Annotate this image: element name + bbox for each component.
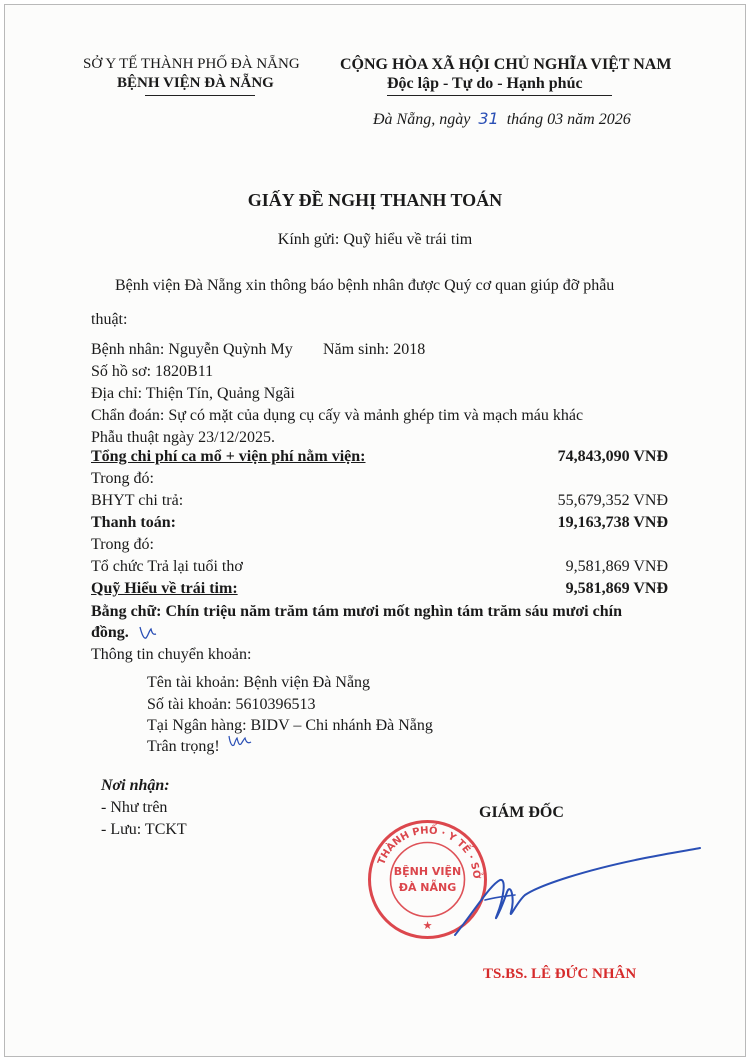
closing-line: Trân trọng! (147, 738, 220, 755)
seal-star-icon: ★ (422, 919, 433, 932)
director-signature (445, 840, 705, 950)
bank-name: Tại Ngân hàng: BIDV – Chi nhánh Đà Nẵng (147, 717, 433, 734)
date-prefix: Đà Nẵng, ngày (373, 111, 471, 128)
initials-mark-1 (137, 623, 159, 643)
motto: Độc lập - Tự do - Hạnh phúc (387, 75, 583, 92)
hospital-name: BỆNH VIỆN ĐÀ NẴNG (117, 75, 274, 91)
document-title: GIẤY ĐỀ NGHỊ THANH TOÁN (247, 190, 503, 210)
amount-in-words-line-2: đồng. (91, 624, 129, 641)
org-label: Tổ chức Trả lại tuổi thơ (91, 558, 243, 575)
diagnosis: Chẩn đoán: Sự có mặt của dụng cụ cấy và mảnh ghép tim và mạch máu khác (91, 407, 584, 424)
patient-address: Địa chỉ: Thiện Tín, Quảng Ngãi (91, 385, 295, 402)
payment-label: Thanh toán: (91, 514, 176, 531)
ministry-name: SỞ Y TẾ THÀNH PHỐ ĐÀ NẴNG (83, 56, 300, 72)
intro-line-1: Bệnh viện Đà Nẵng xin thông báo bệnh nhân được Quý cơ quan giúp đỡ phẫu (115, 277, 615, 294)
org-value: 9,581,869 VNĐ (565, 558, 668, 575)
patient-name: Bệnh nhân: Nguyễn Quỳnh My (91, 341, 293, 358)
amount-in-words-line-1: Bằng chữ: Chín triệu năm trăm tám mươi mốt nghìn tám trăm sáu mươi chín (91, 603, 622, 620)
total-cost-label: Tổng chi phí ca mổ + viện phí nằm viện: (91, 448, 366, 465)
receivers-heading: Nơi nhận: (101, 777, 170, 794)
record-number: Số hồ sơ: 1820B11 (91, 363, 214, 380)
receiver-item-1: - Như trên (101, 799, 168, 816)
seal-ring-text: THÀNH PHỐ · Y TẾ · SỞ (376, 825, 482, 880)
signatory-name: TS.BS. LÊ ĐỨC NHÂN (483, 966, 637, 982)
account-name: Tên tài khoản: Bệnh viện Đà Nẵng (147, 674, 371, 691)
receiver-item-2: - Lưu: TCKT (101, 821, 187, 838)
account-number: Số tài khoản: 5610396513 (147, 696, 316, 713)
intro-line-2: thuật: (91, 311, 128, 328)
initials-mark-2 (227, 733, 253, 751)
seal-center-line-2: ĐÀ NẴNG (398, 881, 457, 894)
bank-heading: Thông tin chuyển khoản: (91, 646, 252, 663)
recipient-line: Kính gửi: Quỹ hiểu về trái tim (277, 231, 473, 248)
bhyt-value: 55,679,352 VNĐ (557, 492, 668, 509)
patient-birth-year: Năm sinh: 2018 (323, 341, 426, 358)
bhyt-label: BHYT chi trả: (91, 492, 184, 509)
surgery-date: Phẫu thuật ngày 23/12/2025. (91, 429, 275, 446)
document-page (4, 4, 746, 1057)
total-cost-value: 74,843,090 VNĐ (557, 448, 668, 465)
header-left-rule (145, 95, 255, 96)
fund-value: 9,581,869 VNĐ (565, 580, 668, 597)
country-name: CỘNG HÒA XÃ HỘI CHỦ NGHĨA VIỆT NAM (340, 56, 672, 73)
date-suffix: tháng 03 năm 2026 (506, 111, 631, 128)
signatory-role: GIÁM ĐỐC (479, 804, 564, 821)
seal-center-line-1: BỆNH VIỆN (393, 865, 462, 878)
payment-value: 19,163,738 VNĐ (557, 514, 668, 531)
date-line (373, 111, 631, 128)
fund-label: Quỹ Hiểu về trái tim: (91, 580, 238, 597)
of-which-2: Trong đó: (91, 536, 154, 553)
header-right-rule (387, 95, 612, 96)
date-day-handwritten: 31 (478, 109, 499, 128)
of-which-1: Trong đó: (91, 470, 154, 487)
